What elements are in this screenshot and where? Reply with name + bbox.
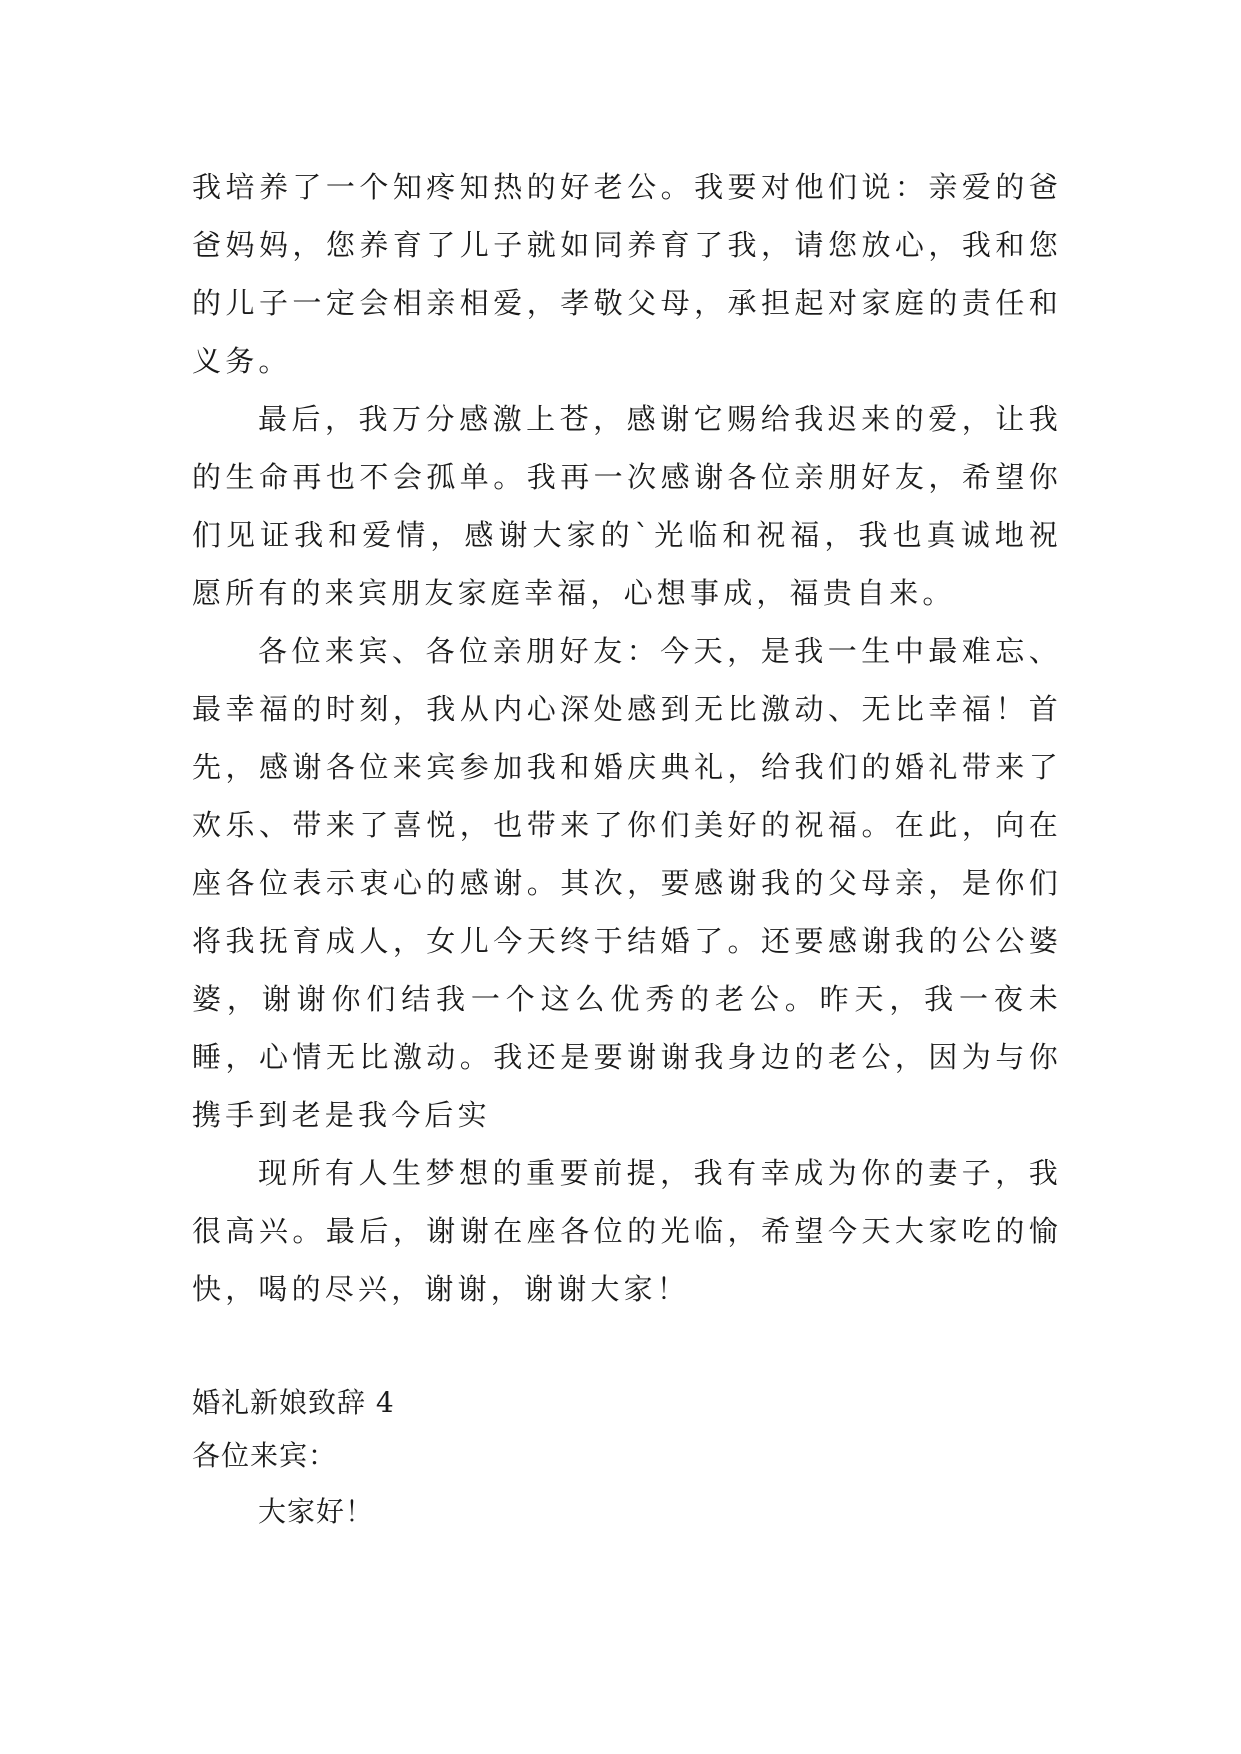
paragraph-continuation: 我培养了一个知疼知热的好老公。我要对他们说：亲爱的爸爸妈妈，您养育了儿子就如同养育了我，请您放心，我和您的儿子一定会相亲相爱，孝敬父母，承担起对家庭的责任和义务。 [192, 170, 1062, 378]
paragraph-closing-thanks: 最后，我万分感激上苍，感谢它赐给我迟来的爱，让我的生命再也不会孤单。我再一次感谢各位亲朋好友，希望你们见证我和爱情，感谢大家的`光临和祝福，我也真诚地祝愿所有的来宾朋友家庭幸福，心想事成，福贵自来。 [192, 402, 1062, 610]
document-body [192, 158, 1062, 1540]
salutation: 各位来宾： [192, 1439, 338, 1472]
section-heading: 婚礼新娘致辞 4 [192, 1386, 395, 1419]
paragraph-speech-main: 各位来宾、各位亲朋好友：今天，是我一生中最难忘、最幸福的时刻，我从内心深处感到无比激动、无比幸福！首先，感谢各位来宾参加我和婚庆典礼，给我们的婚礼带来了欢乐、带来了喜悦，也带来了你们美好的祝福。在此，向在座各位表示衷心的感谢。其次，要感谢我的父母亲，是你们将我抚育成人，女儿今天终于结婚了。还要感谢我的公公婆婆，谢谢你们结我一个这么优秀的老公。昨天，我一夜未睡，心情无比激动。我还是要谢谢我身边的老公，因为与你携手到老是我今后实 [192, 634, 1062, 1132]
greeting: 大家好！ [258, 1495, 375, 1528]
section-spacer [192, 1318, 1062, 1378]
paragraph-speech-end: 现所有人生梦想的重要前提，我有幸成为你的妻子，我很高兴。最后，谢谢在座各位的光临，希望今天大家吃的愉快，喝的尽兴，谢谢，谢谢大家！ [192, 1156, 1062, 1306]
